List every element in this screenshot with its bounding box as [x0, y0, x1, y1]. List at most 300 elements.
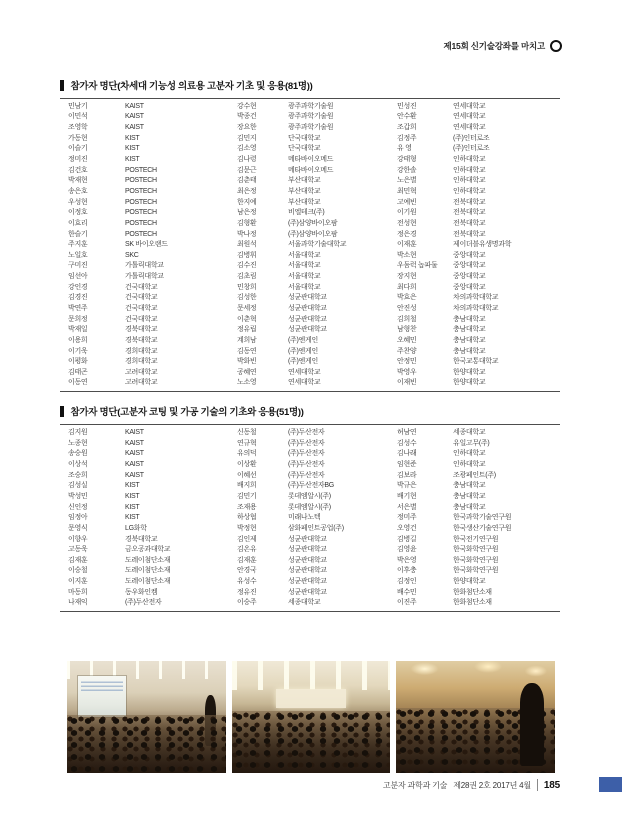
participant-affiliation: 부산대학교 [288, 198, 321, 206]
participant-affiliation: KAIST [125, 461, 144, 469]
participant-name: 노소영 [237, 379, 257, 387]
participant-affiliation: 건국대학교 [125, 294, 158, 302]
participant-affiliation: SKC [125, 251, 139, 259]
participant-name: 노은별 [397, 177, 417, 185]
participant-affiliation: 한국화학연구원 [453, 567, 499, 575]
participant-affiliation: 건국대학교 [125, 304, 158, 312]
section-1-title: 참가자 명단(차세대 기능성 의료용 고분자 기초 및 응용(81명)) [70, 81, 313, 92]
participant-affiliation: 전북대학교 [453, 219, 486, 227]
table-row [68, 491, 560, 502]
running-head [444, 40, 563, 52]
participant-affiliation: 중앙대학교 [453, 283, 486, 291]
participant-name: 김재훈 [237, 556, 257, 564]
participant-affiliation: 서울대학교 [288, 283, 321, 291]
table-row [68, 250, 560, 261]
table-row [68, 587, 560, 598]
table-row [68, 197, 560, 208]
participant-name: 강인경 [68, 283, 88, 291]
participant-affiliation: 서울대학교 [288, 251, 321, 259]
table-row [68, 314, 560, 325]
table-row [68, 239, 560, 250]
participant-affiliation: 광주과학기술원 [288, 102, 334, 110]
participant-name: 박효은 [397, 294, 417, 302]
participant-name: 안경국 [237, 567, 257, 575]
participant-affiliation: 고려대학교 [125, 368, 158, 376]
participant-affiliation: 비엘테크(주) [288, 209, 325, 217]
participant-name: 이혜선 [237, 471, 257, 479]
participant-name: 박소현 [397, 251, 417, 259]
participant-affiliation: POSTECH [125, 230, 157, 238]
table-row [68, 470, 560, 481]
participant-name: 강한솔 [397, 166, 417, 174]
stage-screen [276, 689, 346, 708]
participant-affiliation: KIST [125, 156, 140, 164]
participant-affiliation: 성균관대학교 [288, 294, 327, 302]
participant-affiliation: KIST [125, 145, 140, 153]
participant-name: 나재익 [68, 599, 88, 607]
participant-affiliation: 단국대학교 [288, 145, 321, 153]
participant-name: 이정호 [68, 209, 88, 217]
participant-affiliation: 인하대학교 [453, 177, 486, 185]
participant-name: 김희철 [397, 315, 417, 323]
participant-name: 조영학 [68, 124, 88, 132]
participant-affiliation: KIST [125, 492, 140, 500]
participant-name: 김태곤 [68, 368, 88, 376]
participant-affiliation: 연세대학교 [453, 113, 486, 121]
table-row [68, 449, 560, 460]
participant-name: 김보라 [397, 471, 417, 479]
participant-affiliation: 성균관대학교 [288, 315, 327, 323]
participant-affiliation: KAIST [125, 102, 144, 110]
participant-name: 장요한 [237, 124, 257, 132]
table-row [68, 101, 560, 112]
participant-affiliation: 삼화페인트공업(주) [288, 524, 344, 532]
participant-affiliation: 미래나노텍 [288, 514, 321, 522]
participant-affiliation: 한국생산기술연구원 [453, 524, 512, 532]
participant-affiliation: 경북대학교 [125, 326, 158, 334]
participant-name: 김초림 [237, 273, 257, 281]
participant-name: 박영우 [397, 368, 417, 376]
participant-affiliation: (주)삼양바이오팜 [288, 219, 338, 227]
content-area [60, 78, 560, 612]
table-row [68, 555, 560, 566]
participant-name: 이재빈 [397, 379, 417, 387]
participant-affiliation: 인하대학교 [453, 461, 486, 469]
participant-name: 민성진 [397, 102, 417, 110]
participant-name: 구미진 [68, 262, 88, 270]
participant-affiliation: 서울과학기술대학교 [288, 241, 347, 249]
participant-name: 공혜연 [237, 368, 257, 376]
participant-affiliation: 인하대학교 [453, 450, 486, 458]
table-row [68, 346, 560, 357]
table-row [68, 207, 560, 218]
participant-name: 김성한 [237, 294, 257, 302]
participant-name: 임선아 [68, 273, 88, 281]
participant-affiliation: KAIST [125, 439, 144, 447]
participant-name: 배기현 [397, 492, 417, 500]
participant-affiliation: 한국화학연구원 [453, 546, 499, 554]
audience-crowd [232, 711, 391, 773]
participant-name: 이효리 [68, 219, 88, 227]
table-row [68, 122, 560, 133]
participant-affiliation: 유일고무(주) [453, 439, 490, 447]
participant-name: 박화빈 [237, 358, 257, 366]
participant-affiliation: 금오공과대학교 [125, 546, 171, 554]
participant-name: 이용희 [68, 336, 88, 344]
participant-name: 김소영 [237, 145, 257, 153]
participant-name: 이기원 [397, 209, 417, 217]
participant-affiliation: 성균관대학교 [288, 326, 327, 334]
participant-affiliation: KAIST [125, 429, 144, 437]
participant-affiliation: 성균관대학교 [288, 578, 327, 586]
participant-affiliation: 충남대학교 [453, 326, 486, 334]
participant-name: 문세정 [237, 304, 257, 312]
participant-name: 김병휘 [237, 251, 257, 259]
participant-affiliation: 가톨릭대학교 [125, 262, 164, 270]
participant-affiliation: 연세대학교 [453, 124, 486, 132]
participant-name: 박종건 [237, 113, 257, 121]
table-row [68, 544, 560, 555]
journal-title: 고분자 과학과 기술 [382, 780, 448, 790]
participant-name: 박나정 [237, 230, 257, 238]
participant-affiliation: KAIST [125, 471, 144, 479]
participant-affiliation: KIST [125, 482, 140, 490]
participant-affiliation: 충남대학교 [453, 336, 486, 344]
participant-affiliation: 충남대학교 [453, 482, 486, 490]
participant-affiliation: POSTECH [125, 187, 157, 195]
page-accent-bar [599, 777, 622, 792]
participant-name: 정유립 [237, 326, 257, 334]
participant-name: 김성실 [68, 482, 88, 490]
participant-name: 이승철 [68, 567, 88, 575]
participant-affiliation: 성균관대학교 [288, 535, 327, 543]
participant-affiliation: 가톨릭대학교 [125, 273, 164, 281]
table-row [68, 112, 560, 123]
participant-name: 계희남 [237, 336, 257, 344]
participant-name: 우성현 [68, 198, 88, 206]
table-row [68, 229, 560, 240]
table-row [68, 175, 560, 186]
participant-affiliation: 메타바이오메드 [288, 166, 334, 174]
participant-affiliation: 한화첨단소재 [453, 599, 492, 607]
participant-affiliation: (주)엔게인 [288, 347, 318, 355]
participant-name: 최민혁 [397, 187, 417, 195]
participant-affiliation: 성균관대학교 [288, 588, 327, 596]
participant-affiliation: (주)두산전자 [288, 429, 325, 437]
participant-name: 강태형 [397, 156, 417, 164]
participant-name: 이슬기 [68, 145, 88, 153]
participant-name: 전성현 [397, 219, 417, 227]
participant-name: 서은별 [397, 503, 417, 511]
participant-name: 우돔럭 놉파둘 [397, 262, 438, 270]
participant-affiliation: (주)두산전자 [288, 471, 325, 479]
participant-affiliation: 경희대학교 [125, 347, 158, 355]
participant-affiliation: 동우화인켐 [125, 588, 158, 596]
table-row [68, 154, 560, 165]
participant-affiliation: 한국화학연구원 [453, 556, 499, 564]
participant-name: 박재일 [68, 326, 88, 334]
participant-affiliation: 도레이첨단소재 [125, 556, 171, 564]
participant-name: 노일호 [68, 251, 88, 259]
participant-name: 정은경 [397, 230, 417, 238]
page-number: 185 [543, 779, 560, 791]
participant-name: 이진주 [397, 599, 417, 607]
section-marker [60, 406, 64, 417]
participant-name: 김나령 [237, 156, 257, 164]
participant-affiliation: 성균관대학교 [288, 556, 327, 564]
participant-affiliation: 한양대학교 [453, 379, 486, 387]
table-row [68, 356, 560, 367]
participant-name: 주찬양 [397, 347, 417, 355]
participant-name: 마동희 [68, 588, 88, 596]
table-row [68, 427, 560, 438]
participant-name: 김영윤 [397, 546, 417, 554]
participant-affiliation: 중앙대학교 [453, 273, 486, 281]
participant-name: 안진성 [397, 304, 417, 312]
footer-divider [537, 779, 538, 791]
participant-affiliation: KAIST [125, 113, 144, 121]
lecture-hall-photo-3 [396, 661, 555, 773]
table-row [68, 378, 560, 389]
participant-name: 김형환 [237, 219, 257, 227]
section-2-title: 참가자 명단(고분자 코팅 및 가공 기술의 기초와 응용(51명)) [70, 407, 304, 419]
participant-name: 한슬기 [68, 230, 88, 238]
participant-name: 이춘혁 [237, 315, 257, 323]
participant-affiliation: 단국대학교 [288, 134, 321, 142]
participant-affiliation: 연세대학교 [288, 368, 321, 376]
audience-crowd [67, 715, 226, 773]
participant-name: 이민석 [68, 113, 88, 121]
participant-affiliation: POSTECH [125, 209, 157, 217]
participant-name: 고예빈 [397, 198, 417, 206]
participant-affiliation: 건국대학교 [125, 283, 158, 291]
participant-affiliation: 한국교통대학교 [453, 358, 499, 366]
participant-affiliation: KIST [125, 514, 140, 522]
participant-affiliation: KIST [125, 503, 140, 511]
table-row [68, 367, 560, 378]
participant-name: 배지희 [237, 482, 257, 490]
participant-affiliation: (주)인터로조 [453, 134, 490, 142]
participant-affiliation: POSTECH [125, 219, 157, 227]
participant-name: 안수환 [397, 113, 417, 121]
participant-affiliation: 성균관대학교 [288, 304, 327, 312]
page-footer [383, 779, 560, 791]
participant-name: 이기욱 [68, 347, 88, 355]
participant-affiliation: 한양대학교 [453, 578, 486, 586]
participant-name: 김인제 [237, 535, 257, 543]
table-row [68, 144, 560, 155]
table-row [68, 303, 560, 314]
participant-affiliation: POSTECH [125, 166, 157, 174]
table-row [68, 438, 560, 449]
participant-affiliation: 전북대학교 [453, 209, 486, 217]
table-row [68, 261, 560, 272]
participant-name: 김동연 [237, 347, 257, 355]
participant-name: 문희정 [68, 315, 88, 323]
participant-affiliation: 서울대학교 [288, 262, 321, 270]
participant-name: 김나래 [397, 450, 417, 458]
table-row [68, 576, 560, 587]
participant-name: 신인정 [68, 503, 88, 511]
participant-affiliation: 중앙대학교 [453, 251, 486, 259]
participant-affiliation: 부산대학교 [288, 177, 321, 185]
participant-affiliation: 차의과학대학교 [453, 294, 499, 302]
participant-name: 최다희 [397, 283, 417, 291]
participant-affiliation: 인하대학교 [453, 166, 486, 174]
participant-affiliation: 충남대학교 [453, 492, 486, 500]
participant-name: 유 영 [397, 145, 412, 153]
participant-affiliation: 인하대학교 [453, 187, 486, 195]
participant-affiliation: 메타바이오메드 [288, 156, 334, 164]
participant-affiliation: 제이더블유생명과학 [453, 241, 512, 249]
table-row [68, 133, 560, 144]
participant-name: 주지훈 [68, 241, 88, 249]
participant-name: 송승원 [68, 450, 88, 458]
participant-name: 김문근 [237, 166, 257, 174]
participant-name: 문영식 [68, 524, 88, 532]
participant-name: 박재현 [68, 177, 88, 185]
table-row [68, 512, 560, 523]
participant-affiliation: 광주과학기술원 [288, 124, 334, 132]
table-row [68, 566, 560, 577]
participant-affiliation: 경희대학교 [125, 358, 158, 366]
participant-affiliation: SK 바이오랜드 [125, 241, 168, 249]
participant-name: 남형찬 [397, 326, 417, 334]
participant-name: 연규혁 [237, 439, 257, 447]
participant-name: 김재훈 [68, 556, 88, 564]
participant-affiliation: 도레이첨단소재 [125, 567, 171, 575]
table-row [68, 502, 560, 513]
participant-affiliation: POSTECH [125, 177, 157, 185]
participant-affiliation: 경북대학교 [125, 336, 158, 344]
participant-name: 유의덕 [237, 450, 257, 458]
lecture-hall-photo-2 [232, 661, 391, 773]
participant-name: 이동연 [68, 379, 88, 387]
participant-name: 신동철 [237, 429, 257, 437]
standing-attendee-figure [520, 683, 544, 766]
participant-name: 고동욱 [68, 546, 88, 554]
participant-affiliation: 고려대학교 [125, 379, 158, 387]
slide-content [81, 680, 122, 691]
participant-affiliation: 충남대학교 [453, 315, 486, 323]
participant-name: 김지원 [68, 429, 88, 437]
participant-affiliation: (주)엔게인 [288, 358, 318, 366]
participant-name: 박정현 [237, 524, 257, 532]
participant-name: 노종현 [68, 439, 88, 447]
participant-affiliation: 중앙대학교 [453, 262, 486, 270]
participant-name: 임정아 [68, 514, 88, 522]
participant-affiliation: (주)두산전자 [125, 599, 162, 607]
table-row [68, 534, 560, 545]
table-row [68, 523, 560, 534]
participant-name: 이향우 [68, 535, 88, 543]
participant-name: 배수민 [397, 588, 417, 596]
issue-info: 제28권 2호 2017년 4월 [453, 780, 531, 790]
participant-affiliation: LG화학 [125, 524, 147, 532]
participant-name: 김경진 [68, 294, 88, 302]
participant-name: 임현준 [397, 461, 417, 469]
participant-affiliation: 롯데엠알시(주) [288, 503, 331, 511]
participant-affiliation: (주)두산전자 [288, 450, 325, 458]
participant-affiliation: 전북대학교 [453, 198, 486, 206]
running-head-title: 제15회 신기술강좌를 마치고 [443, 41, 545, 51]
participant-name: 박규은 [397, 482, 417, 490]
participant-affiliation: KIST [125, 134, 140, 142]
participant-affiliation: 연세대학교 [288, 379, 321, 387]
participant-affiliation: 충남대학교 [453, 347, 486, 355]
participant-affiliation: 건국대학교 [125, 315, 158, 323]
participant-name: 조재용 [237, 503, 257, 511]
participant-affiliation: 서울대학교 [288, 273, 321, 281]
participant-name: 남은정 [237, 209, 257, 217]
participant-affiliation: 성균관대학교 [288, 567, 327, 575]
participant-name: 이승주 [237, 599, 257, 607]
participant-name: 최원석 [237, 241, 257, 249]
participant-name: 김민지 [237, 134, 257, 142]
participant-affiliation: 성균관대학교 [288, 546, 327, 554]
participant-affiliation: 충남대학교 [453, 503, 486, 511]
table-row [68, 598, 560, 609]
participant-affiliation: (주)두산전자 [288, 439, 325, 447]
participant-name: 김민기 [237, 492, 257, 500]
participant-affiliation: KAIST [125, 450, 144, 458]
participants-table-1 [60, 98, 560, 392]
participant-name: 이후충 [397, 567, 417, 575]
participant-affiliation: 롯데엠알시(주) [288, 492, 331, 500]
table-row [68, 335, 560, 346]
table-row [68, 186, 560, 197]
section-marker [60, 80, 64, 91]
table-row [68, 165, 560, 176]
participant-affiliation: 차의과학대학교 [453, 304, 499, 312]
participant-affiliation: (주)엔게인 [288, 336, 318, 344]
participant-affiliation: 경북대학교 [125, 535, 158, 543]
section-1-title-row [60, 78, 560, 92]
participant-affiliation: 한양대학교 [453, 368, 486, 376]
participant-affiliation: (주)삼양바이오팜 [288, 230, 338, 238]
participant-name: 이평화 [68, 358, 88, 366]
participant-name: 김수진 [237, 262, 257, 270]
participant-name: 정미주 [397, 514, 417, 522]
participant-name: 유성수 [237, 578, 257, 586]
participant-name: 오혜민 [397, 336, 417, 344]
participant-name: 김병길 [397, 535, 417, 543]
table-row [68, 459, 560, 470]
photo-strip [67, 661, 555, 773]
participant-name: 조갑희 [397, 124, 417, 132]
participant-name: 박은영 [397, 556, 417, 564]
participant-name: 조승희 [68, 471, 88, 479]
participant-name: 김정인 [397, 578, 417, 586]
participant-name: 김온유 [237, 546, 257, 554]
table-row [68, 481, 560, 492]
participant-name: 오영건 [397, 524, 417, 532]
participant-affiliation: (주)인터로조 [453, 145, 490, 153]
circle-mark-icon [550, 40, 562, 52]
participant-name: 장지현 [397, 273, 417, 281]
section-2-title-row [60, 404, 560, 418]
table-row [68, 271, 560, 282]
participant-name: 한지예 [237, 198, 257, 206]
ceiling-lights [232, 661, 391, 690]
participant-affiliation: 한국전기연구원 [453, 535, 499, 543]
participant-name: 김춘태 [237, 177, 257, 185]
participant-affiliation: POSTECH [125, 198, 157, 206]
participant-name: 송은호 [68, 187, 88, 195]
participant-affiliation: 광주과학기술원 [288, 113, 334, 121]
table-row [68, 282, 560, 293]
participant-affiliation: (주)두산전자 [288, 461, 325, 469]
